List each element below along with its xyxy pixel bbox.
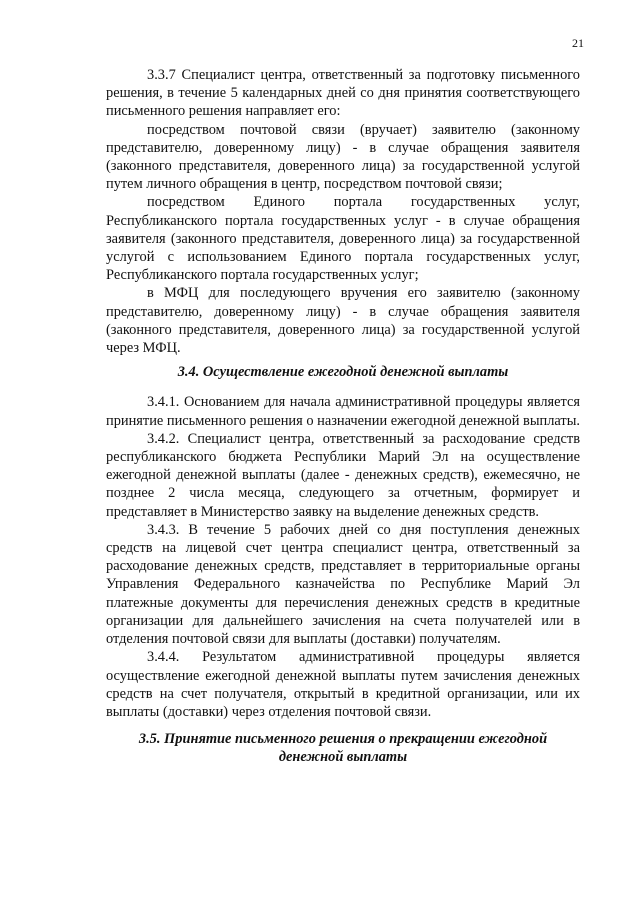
paragraph-3-4-3: 3.4.3. В течение 5 рабочих дней со дня поступления денежных средств на лицевой счет центра специалист центра, ответственный за расходование денежных средств, представляет в территориальные органы Управления Федерального казначейства по Республике Марий Эл платежные документы для перечисления денежных средств в кредитные организации для дальнейшего зачисления на счета получателей или в отделения почтовой связи для выплаты (доставки) получателям. — [106, 521, 580, 648]
paragraph-mfc-delivery: в МФЦ для последующего вручения его заявителю (законному представителю, доверенному лицу) - в случае обращения заявителя (законного представителя, доверенного лица) за государственной услугой через МФЦ. — [106, 285, 580, 357]
section-heading-3-4: 3.4. Осуществление ежегодной денежной выплаты — [177, 364, 509, 381]
section-heading-3-5: 3.5. Принятие письменного решения о прекращении ежегодной денежной выплаты — [138, 731, 548, 766]
document-body — [106, 66, 580, 767]
paragraph-postal-delivery: посредством почтовой связи (вручает) заявителю (законному представителю, доверенному лицу) - в случае обращения заявителя (законного представителя, доверенного лица) за государственной услугой путем личного обращения в центр, посредством почтовой связи; — [106, 121, 580, 193]
page-number: 21 — [572, 36, 584, 50]
paragraph-portal-delivery: посредством Единого портала государственных услуг, Республиканского портала государственных услуг - в случае обращения заявителя (законного представителя, доверенного лица) за государственной услугой с использованием Единого портала государственных услуг, Республиканского портала государственных услуг; — [106, 194, 580, 284]
paragraph-3-4-1: 3.4.1. Основанием для начала административной процедуры является принятие письменного решения о назначении ежегодной денежной выплаты. — [106, 394, 580, 429]
paragraph-3-4-4: 3.4.4. Результатом административной процедуры является осуществление ежегодной денежной выплаты путем зачисления денежных средств на счет получателя, открытый в кредитной организации, или их выплаты (доставки) через отделения почтовой связи. — [106, 649, 580, 720]
paragraph-3-3-7: 3.3.7 Специалист центра, ответственный за подготовку письменного решения, в течение 5 календарных дней со дня принятия соответствующего письменного решения направляет его: — [106, 67, 580, 120]
paragraph-3-4-2: 3.4.2. Специалист центра, ответственный за расходование средств республиканского бюджета Республики Марий Эл на осуществление ежегодной денежной выплаты (далее - денежных средств), ежемесячно, не позднее 2 числа месяца, следующего за отчетным, формирует и представляет в Министерство заявку на выделение денежных средств. — [106, 430, 580, 520]
